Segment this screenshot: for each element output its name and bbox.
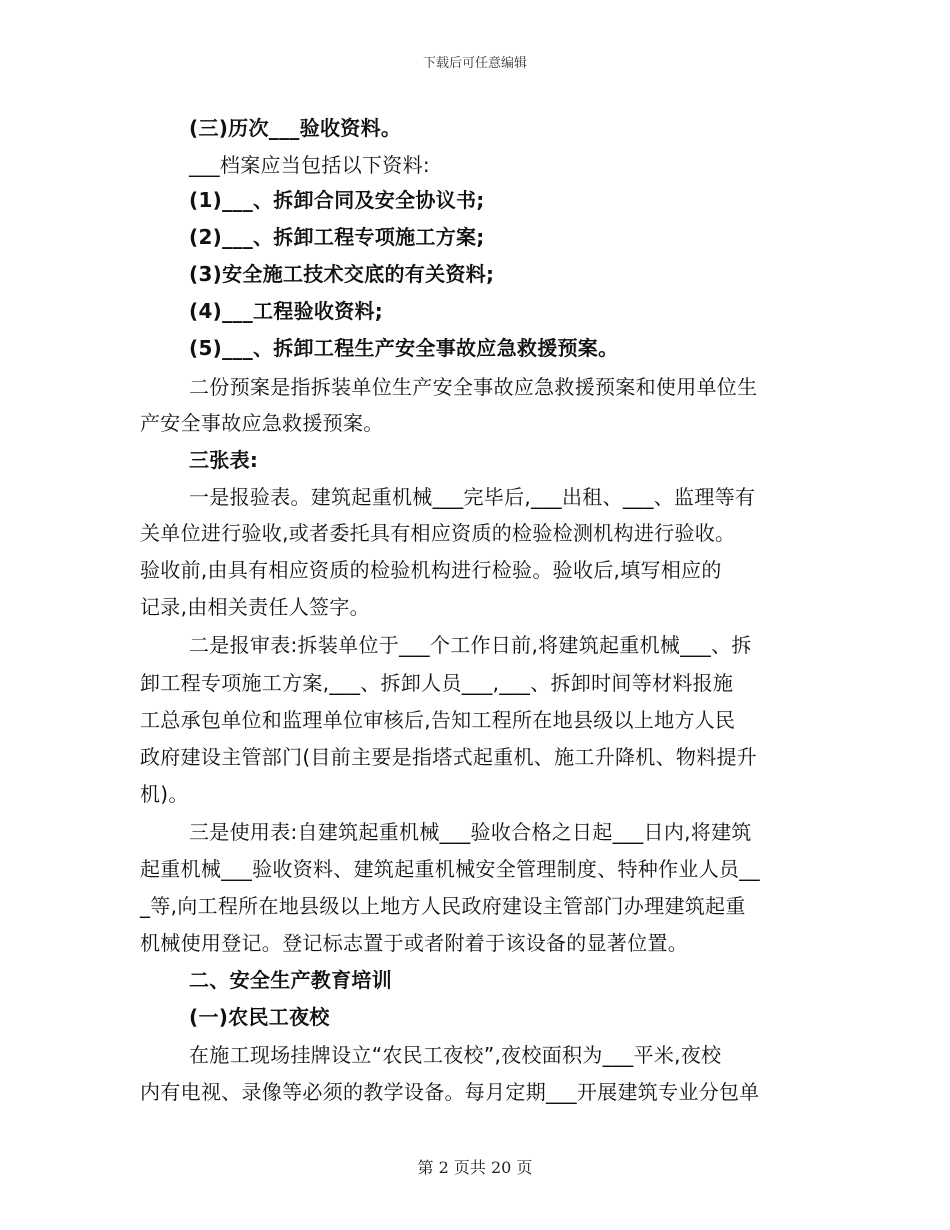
paragraph-line: 机)。 [140, 782, 189, 806]
paragraph-line: 记录,由相关责任人签字。 [140, 595, 370, 619]
page-number: 第 2 页共 20 页 [417, 1158, 533, 1177]
paragraph-line: 验收前,由具有相应资质的检验机构进行检验。验收后,填写相应的 [140, 558, 722, 582]
paragraph-line: 关单位进行验收,或者委托具有相应资质的检验检测机构进行验收。 [140, 521, 736, 545]
paragraph-line: 三是使用表:自建筑起重机械___验收合格之日起___日内,将建筑 [189, 820, 752, 844]
page-header: 下载后可任意编辑 [422, 56, 527, 71]
list-item: (1)___、拆卸合同及安全协议书; [189, 188, 485, 212]
paragraph-line: _等,向工程所在地县级以上地方人民政府建设主管部门办理建筑起重 [140, 894, 746, 918]
paragraph-line: 在施工现场挂牌设立“农民工夜校”,夜校面积为___平米,夜校 [189, 1043, 722, 1067]
paragraph-line: 二是报审表:拆装单位于___个工作日前,将建筑起重机械___、拆 [189, 633, 752, 657]
paragraph-line: 一是报验表。建筑起重机械___完毕后,___出租、___、监理等有 [189, 485, 756, 509]
list-item: (2)___、拆卸工程专项施工方案; [189, 225, 485, 249]
paragraph-line: 工总承包单位和监理单位审核后,告知工程所在地县级以上地方人民 [140, 708, 736, 732]
list-item: (5)___、拆卸工程生产安全事故应急救援预案。 [189, 336, 619, 360]
paragraph-line: 内有电视、录像等必须的教学设备。每月定期___开展建筑专业分包单 [140, 1080, 760, 1104]
paragraph-line: 政府建设主管部门(目前主要是指塔式起重机、施工升降机、物料提升 [140, 745, 758, 769]
heading-night-school: (一)农民工夜校 [189, 1005, 330, 1029]
list-item: (4)___工程验收资料; [189, 299, 384, 323]
heading-safety-training: 二、安全生产教育培训 [189, 968, 392, 992]
paragraph-line: 二份预案是指拆装单位生产安全事故应急救援预案和使用单位生 [189, 375, 758, 399]
heading-inspection-records: (三)历次___验收资料。 [189, 116, 402, 140]
list-item: (3)安全施工技术交底的有关资料; [189, 262, 495, 286]
paragraph-line: 卸工程专项施工方案,___、拆卸人员___,___、拆卸时间等材料报施 [140, 671, 734, 695]
paragraph-line: 机械使用登记。登记标志置于或者附着于该设备的显著位置。 [140, 931, 689, 955]
paragraph-line: 起重机械___验收资料、建筑起重机械安全管理制度、特种作业人员__ [140, 857, 760, 881]
heading-three-forms: 三张表: [189, 448, 259, 472]
paragraph-line: ___档案应当包括以下资料: [189, 153, 430, 177]
paragraph-line: 产安全事故应急救援预案。 [140, 411, 384, 435]
